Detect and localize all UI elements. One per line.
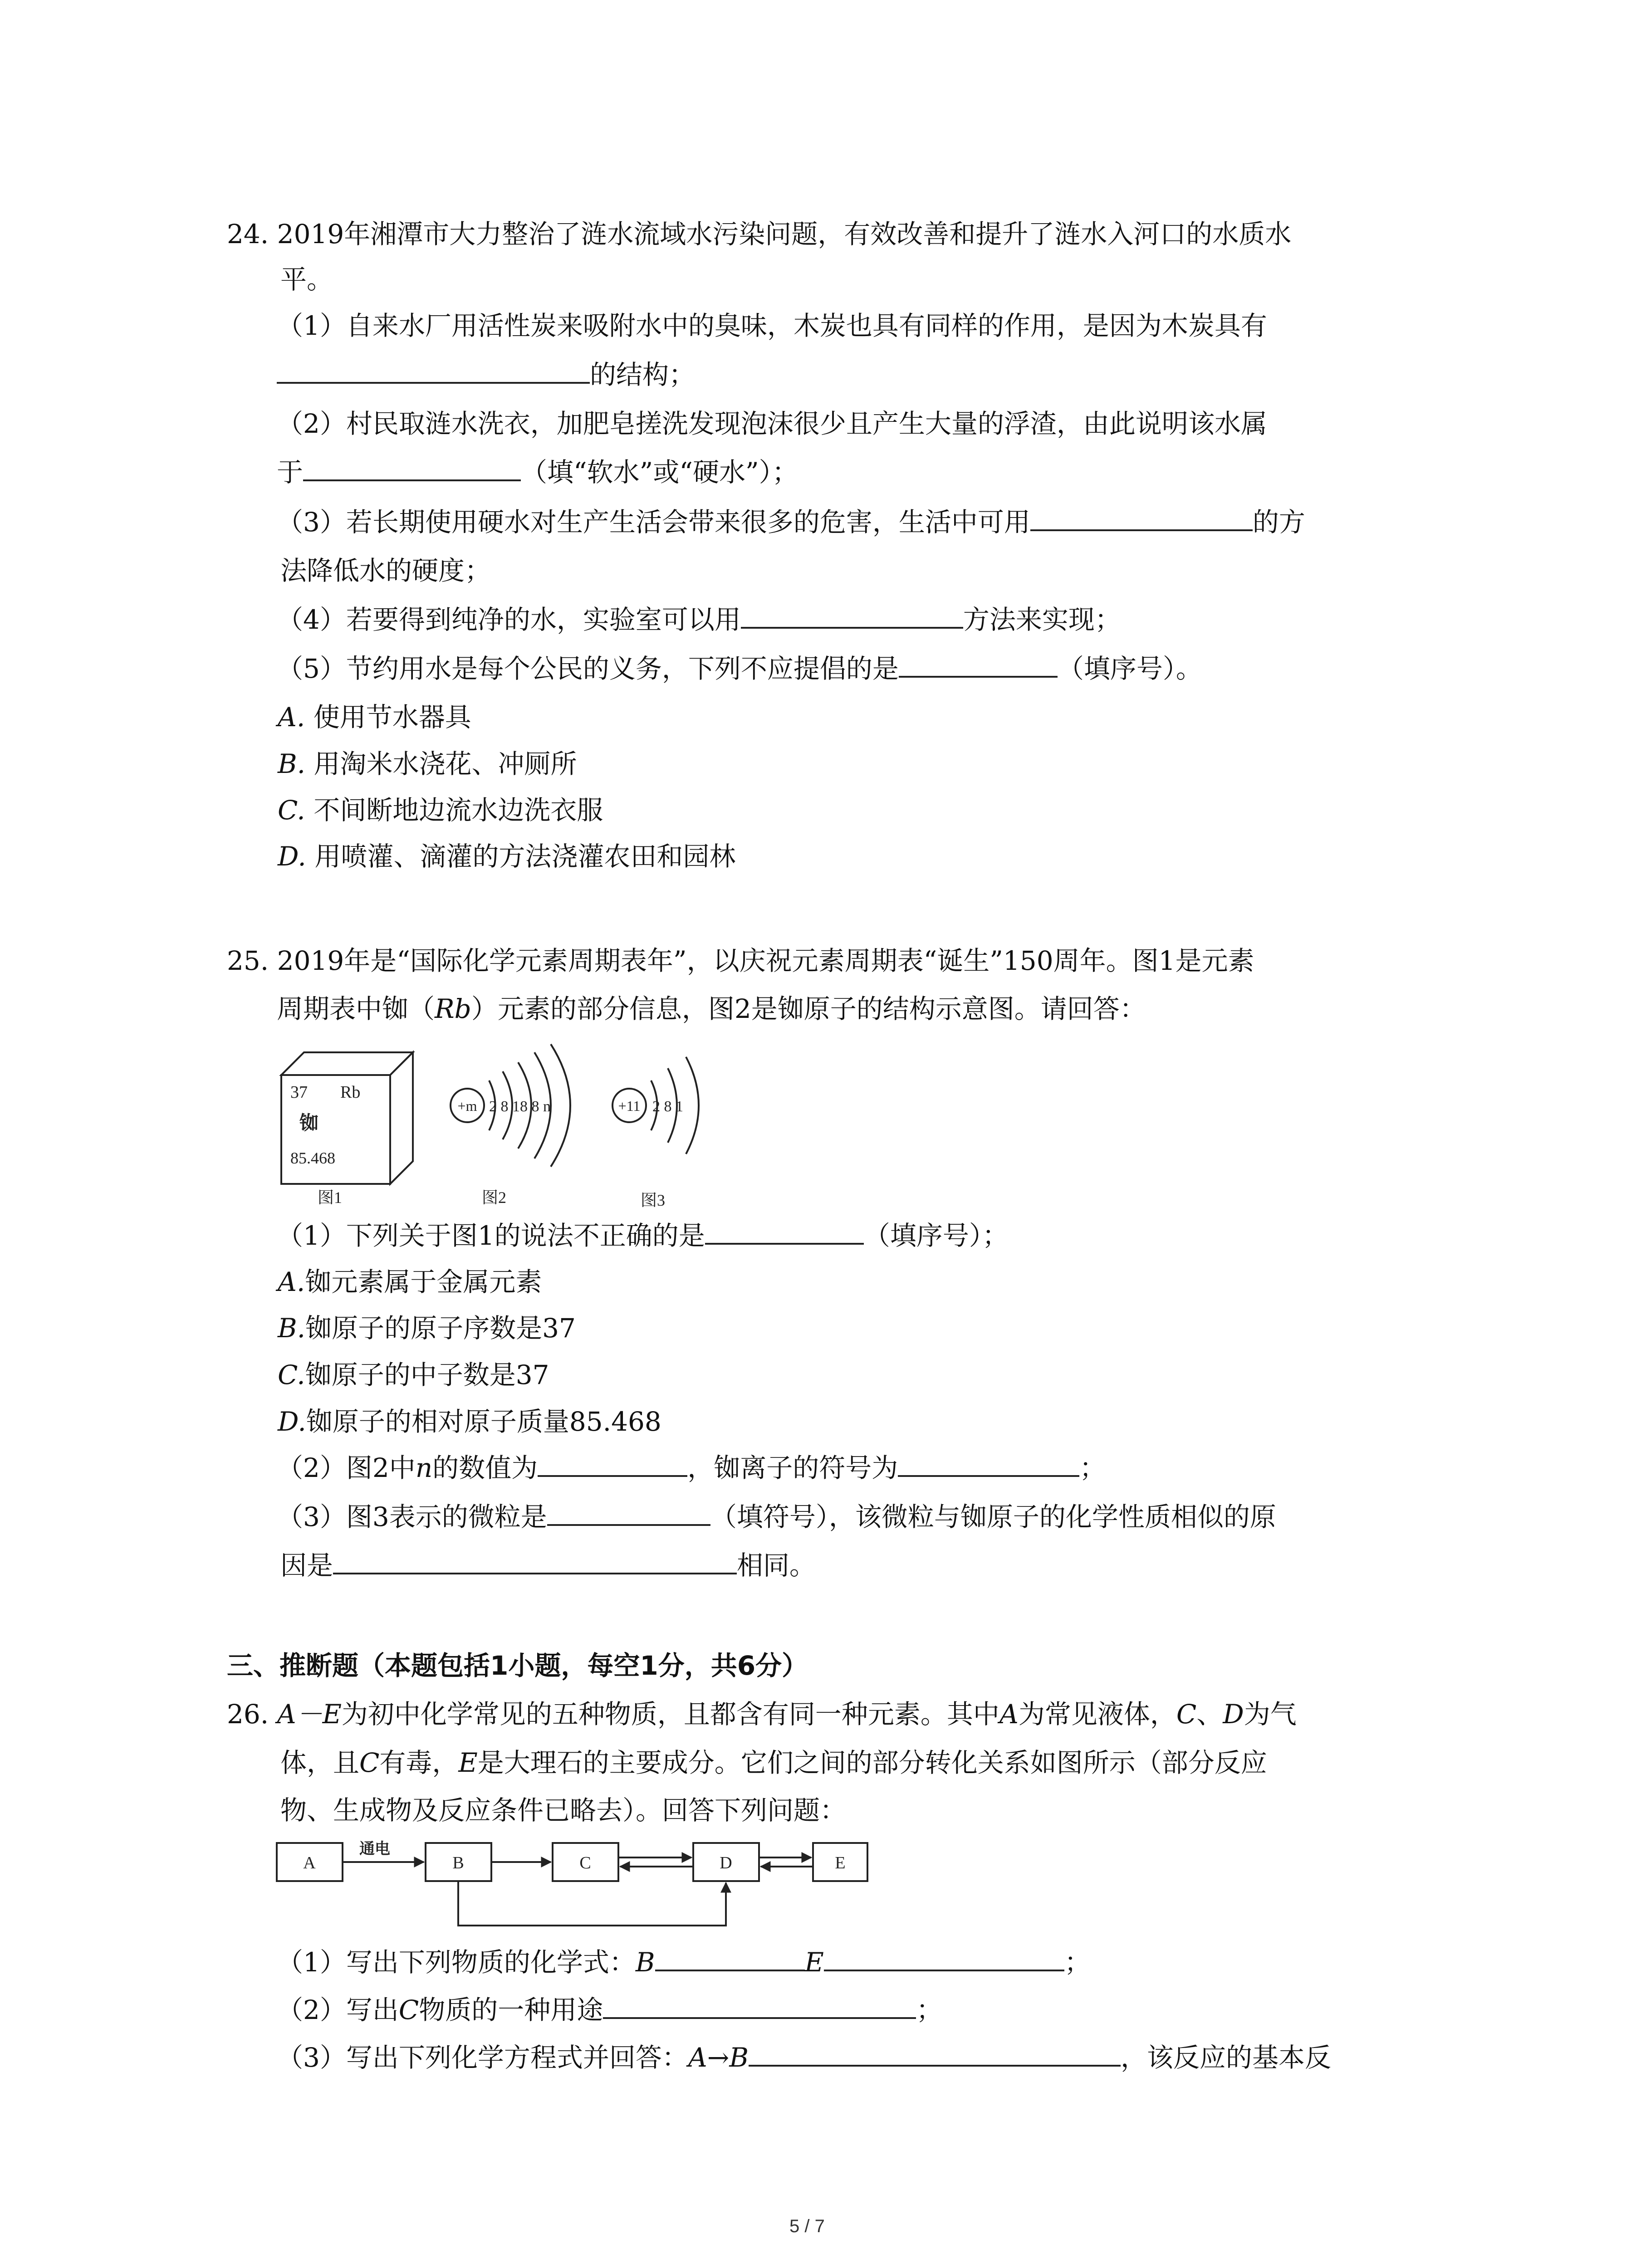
q24-option-d: D. 用喷灌、滴灌的方法浇灌农田和园林 [278,841,736,872]
q25-part2: （2）图2中n的数值为 ，铷离子的符号为 ； [277,1452,1106,1483]
node-b [426,1843,491,1881]
q24-part2-line2: 于 （填“软水”或“硬水”）； [277,457,798,488]
answer-blank[interactable] [898,1452,1079,1477]
q24-part1-line1: （1）自来水厂用活性炭来吸附水中的臭味，木炭也具有同样的作用，是因为木炭具有 [277,310,1267,341]
q25-option-b: B.铷原子的原子序数是37 [278,1313,576,1344]
node-d [693,1843,759,1881]
fig2-shells: 2 8 18 8 n [489,1098,551,1115]
figure-2-caption: 图2 [482,1188,507,1207]
node-e [813,1843,867,1881]
q25-part1: （1）下列关于图1的说法不正确的是 （填序号）； [277,1220,1009,1251]
q26-part3: （3）写出下列化学方程式并回答：A→B ，该反应的基本反 [277,2042,1332,2073]
q24-option-b: B. 用淘米水浇花、冲厕所 [278,748,577,779]
q26-stem-line3: 物、生成物及反应条件已略去）。回答下列问题： [280,1795,847,1826]
svg-text:B: B [452,1853,464,1872]
cell-name: 铷 [299,1113,319,1134]
node-a [277,1843,343,1881]
answer-blank[interactable] [333,1549,737,1574]
q25-option-d: D.铷原子的相对原子质量85.468 [278,1406,661,1437]
answer-blank[interactable] [538,1452,687,1477]
q24-part3-line1: （3）若长期使用硬水对生产生活会带来很多的危害，生活中可用 的方 [277,507,1305,538]
arrow-b-to-d [458,1881,726,1926]
cell-symbol: Rb [340,1083,361,1102]
answer-blank[interactable] [1030,506,1253,531]
periodic-cell-figure [281,1052,413,1184]
svg-text:D: D [720,1853,732,1872]
answer-blank[interactable] [547,1501,710,1526]
q25-stem-line2: 周期表中铷（Rb）元素的部分信息，图2是铷原子的结构示意图。请回答： [277,993,1146,1024]
answer-blank[interactable] [603,1994,916,2019]
answer-blank[interactable] [655,1946,805,1971]
q26-part1: （1）写出下列物质的化学式：B E ； [277,1947,1091,1978]
answer-blank[interactable] [705,1219,864,1245]
answer-blank[interactable] [303,456,521,481]
q25-option-a: A.铷元素属于金属元素 [278,1266,542,1297]
answer-blank[interactable] [741,603,963,629]
figure-1-caption: 图1 [318,1188,343,1207]
q24-option-c: C. 不间断地边流水边洗衣服 [278,795,603,826]
answer-blank[interactable] [899,652,1058,678]
cell-atomic-number: 37 [290,1083,308,1102]
q25-stem-line1: 25. 2019年是“国际化学元素周期表年”，以庆祝元素周期表“诞生”150周年。图1是元素 [227,945,1254,976]
na-atom-structure [612,1057,699,1154]
q24-option-a: A. 使用节水器具 [278,702,471,733]
q24-part3-line2: 法降低水的硬度； [280,555,491,586]
conversion-diagram [272,1830,880,1939]
rb-atom-structure [451,1044,570,1167]
q24-part1-line2: 的结构； [277,358,695,391]
q25-option-c: C.铷原子的中子数是37 [278,1359,549,1390]
q24-part4: （4）若要得到纯净的水，实验室可以用 方法来实现； [277,604,1121,635]
q24-part2-line1: （2）村民取涟水洗衣，加肥皂搓洗发现泡沫很少且产生大量的浮渣，由此说明该水属 [277,408,1267,439]
svg-text:A: A [303,1853,316,1872]
q26-stem-line1: 26. A－E为初中化学常见的五种物质，且都含有同一种元素。其中A为常见液体，C、D为气 [227,1699,1297,1730]
q25-part3-line1: （3）图3表示的微粒是 （填符号），该微粒与铷原子的化学性质相似的原 [277,1501,1276,1532]
answer-blank[interactable] [824,1946,1064,1971]
arrow-label-electrolysis: 通电 [359,1841,390,1857]
fig2-nucleus: +m [457,1098,477,1114]
page-number: 5 / 7 [789,2216,825,2236]
q25-part3-line2: 因是 相同。 [280,1550,816,1581]
cell-mass: 85.468 [290,1149,335,1167]
rb-atom-figures [272,1043,726,1211]
q26-part2: （2）写出C物质的一种用途 ； [277,1994,943,2025]
fig3-shells: 2 8 1 [652,1098,683,1115]
q26-stem-line2: 体，且C有毒，E是大理石的主要成分。它们之间的部分转化关系如图所示（部分反应 [280,1747,1267,1778]
fig3-nucleus: +11 [618,1098,641,1114]
q24-part5: （5）节约用水是每个公民的义务，下列不应提倡的是 （填序号）。 [277,653,1202,684]
svg-text:E: E [835,1853,846,1872]
q24-stem-line1: 24. 2019年湘潭市大力整治了涟水流域水污染问题，有效改善和提升了涟水入河口的水质水 [227,219,1292,249]
figure-3-caption: 图3 [641,1191,666,1209]
q24-stem-line2: 平。 [280,264,333,295]
answer-blank[interactable] [277,358,590,384]
svg-text:C: C [579,1853,591,1872]
section-heading: 三、推断题（本题包括1小题，每空1分，共6分） [227,1650,808,1681]
node-c [553,1843,618,1881]
answer-blank[interactable] [749,2041,1121,2067]
